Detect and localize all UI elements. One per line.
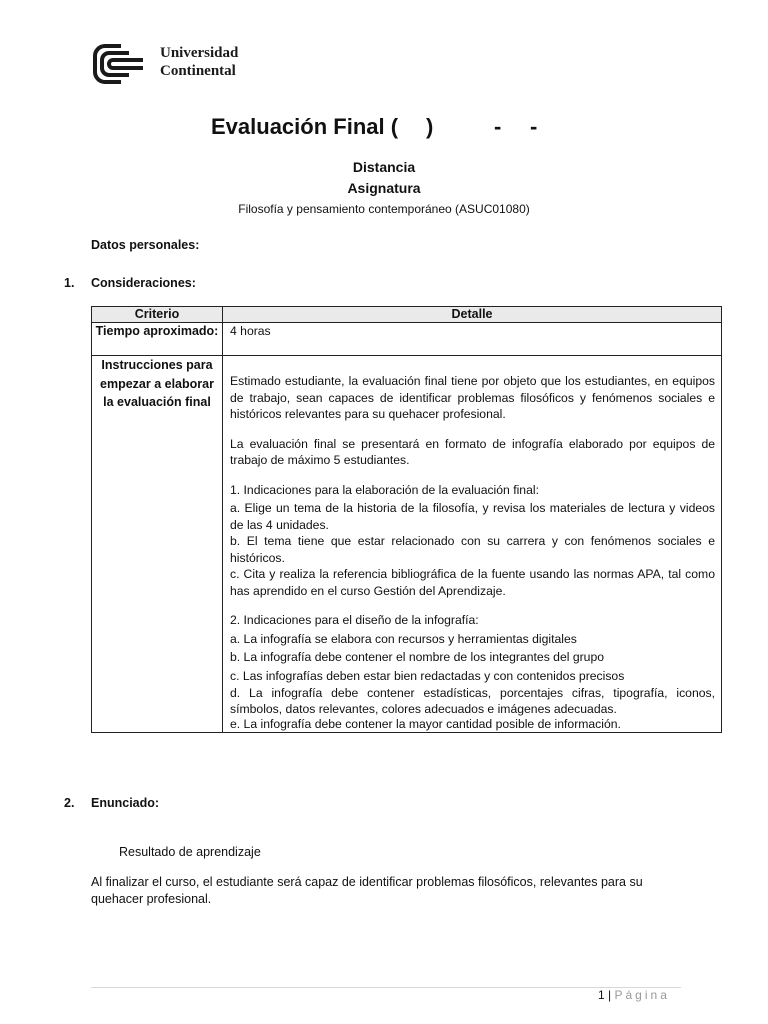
criterion-cell: Tiempo aproximado: [92,323,223,356]
table-header-row [92,307,722,323]
criterion-cell: Instrucciones para empezar a elaborar la evaluación final [92,356,223,733]
learning-outcome-text: Al finalizar el curso, el estudiante será capaz de identificar problemas filosóficos, relevantes para su quehacer profesional. [91,875,643,906]
list-item: b. El tema tiene que estar relacionado con su carrera y con fenómenos sociales e históricos. [230,534,715,565]
list-item: e. La infografía debe contener la mayor cantidad posible de información. [230,717,621,731]
list-item: b. La infografía debe contener el nombre de los integrantes del grupo [230,650,605,664]
university-name: Universidad Continental [160,45,239,79]
section-number: 1. [64,276,75,290]
list-item: a. La infografía se elabora con recursos y herramientas digitales [230,631,577,646]
personal-data-label: Datos personales: [91,238,200,252]
modality: Distancia [352,159,416,175]
list-heading: 2. Indicaciones para el diseño de la infografía: [230,613,479,627]
table-row [92,323,722,356]
learning-outcome-label: Resultado de aprendizaje [119,845,261,859]
table-row [92,356,722,733]
university-logo-icon [91,42,155,86]
section-title: Consideraciones: [91,276,196,290]
table-header: Criterio [92,307,223,323]
list-item: d. La infografía debe contener estadísticas, porcentajes cifras, tipografía, iconos, símbolos, datos relevantes, colores adecuados e imágenes adecuadas. [230,686,715,716]
list-item: c. Las infografías deben estar bien redactadas y con contenidos precisos [230,668,625,683]
paragraph: Estimado estudiante, la evaluación final tiene por objeto que los estudiantes, en equipos de trabajo, sean capaces de identificar problemas filosóficos y fenómenos sociales e históricos relevantes para su quehacer profesional. [230,374,715,421]
list-heading: 1. Indicaciones para la elaboración de la evaluación final: [230,482,539,497]
section-number: 2. [64,796,75,810]
detail-cell [223,356,722,733]
page-number: 1 | Página [598,988,670,1002]
table-header: Detalle [223,307,722,323]
subject-label: Asignatura [347,180,421,196]
footer-divider [91,987,681,988]
page-title: Evaluación Final ( ) - - [211,114,538,139]
list-item: c. Cita y realiza la referencia bibliográfica de la fuente usando las normas APA, tal como has aprendido en el curso Gestión del Aprendizaje. [230,567,715,598]
detail-cell: 4 horas [223,323,722,356]
list-item: a. Elige un tema de la historia de la filosofía, y revisa los materiales de lectura y videos de las 4 unidades. [230,501,715,532]
section-title: Enunciado: [91,796,160,810]
paragraph: La evaluación final se presentará en formato de infografía elaborado por equipos de trabajo de máximo 5 estudiantes. [230,436,715,467]
considerations-table [91,306,722,733]
course-name: Filosofía y pensamiento contemporáneo (ASUC01080) [238,202,530,216]
